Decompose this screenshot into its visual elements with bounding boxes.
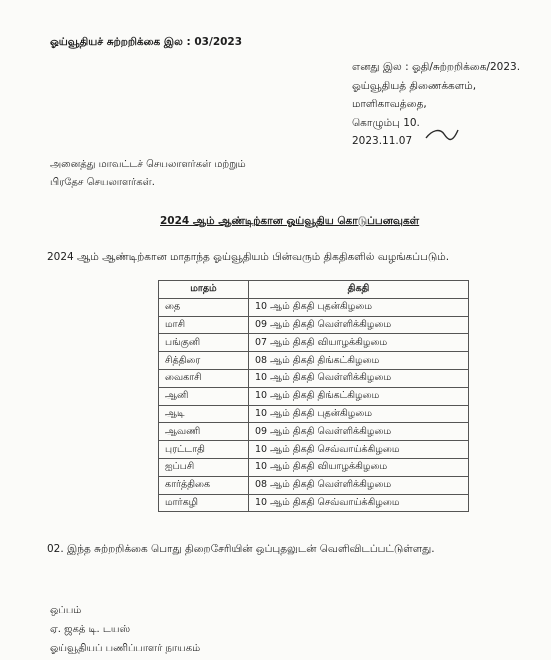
- date-cell: 07 ஆம் திகதி வியாழக்கிழமை: [249, 334, 469, 352]
- table-row: [159, 494, 469, 512]
- table-row: [159, 476, 469, 494]
- office-name: ஓய்வூதியத் திணைக்களம்,: [352, 79, 477, 92]
- date-cell: 09 ஆம் திகதி வெள்ளிக்கிழமை: [249, 423, 469, 441]
- month-cell: மாசி: [159, 316, 249, 334]
- column-header-month: மாதம்: [159, 281, 249, 299]
- date-cell: 10 ஆம் திகதி திங்கட்கிழமை: [249, 387, 469, 405]
- circular-number: ஓய்வூதியச் சுற்றறிக்கை இல : 03/2023: [50, 36, 243, 48]
- month-cell: பங்குனி: [159, 334, 249, 352]
- handwritten-date-mark: [422, 124, 462, 150]
- signatory-title: ஓய்வூதியப் பணிப்பாளர் நாயகம்: [50, 643, 201, 654]
- date-cell: 09 ஆம் திகதி வெள்ளிக்கிழமை: [249, 316, 469, 334]
- month-cell: ஐப்பசி: [159, 458, 249, 476]
- date-cell: 10 ஆம் திகதி செவ்வாய்க்கிழமை: [249, 494, 469, 512]
- table-row: [159, 298, 469, 316]
- date-row: [352, 132, 520, 151]
- paragraph-02: 02. இந்த சுற்றறிக்கை பொது திறைசேரியின் ஒப்புதலுடன் வெளிவிடப்பட்டுள்ளது.: [47, 543, 435, 555]
- table-row: [159, 458, 469, 476]
- table-header-row: [159, 281, 469, 299]
- table-row: [159, 352, 469, 370]
- table-row: [159, 387, 469, 405]
- date-cell: 10 ஆம் திகதி வியாழக்கிழமை: [249, 458, 469, 476]
- subject-heading: 2024 ஆம் ஆண்டிற்கான ஓய்வூதிய கொடுப்பனவுகள்: [160, 215, 420, 227]
- intro-sentence: 2024 ஆம் ஆண்டிற்கான மாதாந்த ஓய்வூதியம் பின்வரும் திகதிகளில் வழங்கப்படும்.: [47, 251, 450, 263]
- table-row: [159, 334, 469, 352]
- date-cell: 10 ஆம் திகதி புதன்கிழமை: [249, 405, 469, 423]
- sender-address-block: [352, 58, 520, 151]
- reference-number: எனது இல : ஓதி/சுற்றறிக்கை/2023.: [352, 61, 521, 73]
- payment-schedule-table: [158, 280, 469, 512]
- month-cell: ஆடி: [159, 405, 249, 423]
- recipients-line-2: பிரதேச செயலாளர்கள்.: [50, 177, 155, 188]
- date-cell: 08 ஆம் திகதி வெள்ளிக்கிழமை: [249, 476, 469, 494]
- recipients-block: [50, 156, 246, 192]
- month-cell: ஆவணி: [159, 423, 249, 441]
- recipients-line-1: அனைத்து மாவட்டச் செயலாளர்கள் மற்றும்: [50, 159, 246, 170]
- month-cell: மார்கழி: [159, 494, 249, 512]
- table-row: [159, 405, 469, 423]
- street-name: மாளிகாவத்தை,: [352, 98, 427, 110]
- month-cell: தை: [159, 298, 249, 316]
- signatory-name: ஏ. ஜகத் டி. டயஸ்: [50, 624, 131, 635]
- table-row: [159, 423, 469, 441]
- signoff-block: [50, 601, 200, 658]
- column-header-date: திகதி: [249, 281, 469, 299]
- date-cell: 08 ஆம் திகதி திங்கட்கிழமை: [249, 352, 469, 370]
- issue-date: 2023.11.07: [352, 135, 413, 147]
- month-cell: கார்த்திகை: [159, 476, 249, 494]
- date-cell: 10 ஆம் திகதி புதன்கிழமை: [249, 298, 469, 316]
- month-cell: வைகாசி: [159, 369, 249, 387]
- month-cell: ஆனி: [159, 387, 249, 405]
- month-cell: சித்திரை: [159, 352, 249, 370]
- month-cell: புரட்டாதி: [159, 441, 249, 459]
- table-row: [159, 441, 469, 459]
- table-row: [159, 316, 469, 334]
- table-row: [159, 369, 469, 387]
- date-cell: 10 ஆம் திகதி செவ்வாய்க்கிழமை: [249, 441, 469, 459]
- city-name: கொழும்பு 10.: [352, 116, 420, 129]
- signature-label: ஒப்பம்: [50, 605, 82, 616]
- date-cell: 10 ஆம் திகதி வெள்ளிக்கிழமை: [249, 369, 469, 387]
